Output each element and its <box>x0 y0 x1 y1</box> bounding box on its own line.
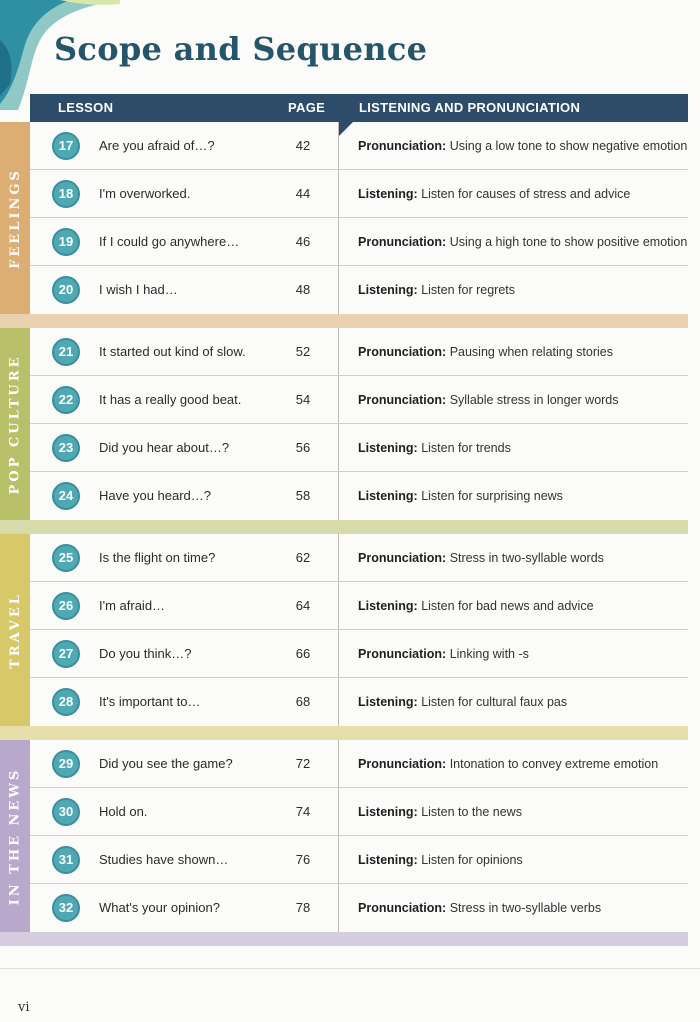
skill-text: Syllable stress in longer words <box>449 393 619 407</box>
column-header-lesson: LESSON <box>58 100 114 115</box>
lesson-title: What's your opinion? <box>99 900 220 915</box>
skill-label: Listening: <box>358 441 418 455</box>
lesson-page-number: 76 <box>295 852 311 867</box>
unit-name: POP CULTURE <box>7 354 23 494</box>
skill-cell <box>358 884 601 932</box>
skill-cell <box>358 678 567 726</box>
table-row <box>30 328 688 376</box>
skill-label: Pronunciation: <box>358 235 447 249</box>
table-row <box>30 788 688 836</box>
page-folio: vi <box>18 1000 30 1015</box>
table-row <box>30 266 688 314</box>
skill-text: Using a high tone to show positive emotion <box>449 235 688 249</box>
unit-separator <box>0 520 688 534</box>
unit-tab <box>0 534 30 726</box>
skill-label: Listening: <box>358 489 418 503</box>
skill-cell <box>358 630 529 678</box>
skill-text: Stress in two-syllable verbs <box>449 901 602 915</box>
lesson-number-badge: 22 <box>52 386 80 414</box>
lesson-page-number: 46 <box>295 234 311 249</box>
skill-text: Stress in two-syllable words <box>449 551 604 565</box>
lesson-title: It has a really good beat. <box>99 392 242 407</box>
skill-text: Using a low tone to show negative emotion <box>449 139 688 153</box>
skill-cell <box>358 218 687 266</box>
skill-text: Listen for trends <box>421 441 511 455</box>
bottom-rule <box>0 968 700 969</box>
skill-label: Listening: <box>358 283 418 297</box>
skill-text: Intonation to convey extreme emotion <box>449 757 659 771</box>
lesson-page-number: 74 <box>295 804 311 819</box>
lesson-page-number: 62 <box>295 550 311 565</box>
lesson-number-badge: 29 <box>52 750 80 778</box>
lesson-number-badge: 24 <box>52 482 80 510</box>
skill-cell <box>358 740 658 788</box>
lesson-page-number: 48 <box>295 282 311 297</box>
table-row <box>30 424 688 472</box>
lesson-title: I'm overworked. <box>99 186 191 201</box>
table-row <box>30 582 688 630</box>
lesson-number-badge: 18 <box>52 180 80 208</box>
lesson-number-badge: 32 <box>52 894 80 922</box>
skill-label: Listening: <box>358 599 418 613</box>
page-title: Scope and Sequence <box>54 30 428 68</box>
table-row <box>30 472 688 520</box>
lesson-title: Did you see the game? <box>99 756 233 771</box>
lesson-page-number: 72 <box>295 756 311 771</box>
skill-cell <box>358 836 523 884</box>
skill-cell <box>358 170 630 218</box>
table-row <box>30 836 688 884</box>
skill-text: Listen for causes of stress and advice <box>421 187 631 201</box>
table-header <box>30 94 688 122</box>
skill-label: Pronunciation: <box>358 901 447 915</box>
skill-label: Pronunciation: <box>358 551 447 565</box>
lesson-number-badge: 31 <box>52 846 80 874</box>
unit-name: IN THE NEWS <box>7 767 23 905</box>
lesson-page-number: 42 <box>295 138 311 153</box>
lesson-number-badge: 19 <box>52 228 80 256</box>
skill-label: Pronunciation: <box>358 345 447 359</box>
unit-tab <box>0 122 30 314</box>
table-row <box>30 376 688 424</box>
unit-separator <box>0 932 688 946</box>
unit-name: FEELINGS <box>7 167 23 269</box>
lesson-title: Are you afraid of…? <box>99 138 215 153</box>
skill-text: Listen for surprising news <box>421 489 563 503</box>
skill-label: Pronunciation: <box>358 393 447 407</box>
table-row <box>30 122 688 170</box>
lesson-number-badge: 27 <box>52 640 80 668</box>
lesson-title: I'm afraid… <box>99 598 166 613</box>
lesson-page-number: 78 <box>295 900 311 915</box>
skill-text: Listen for regrets <box>421 283 515 297</box>
table-row <box>30 740 688 788</box>
skill-label: Pronunciation: <box>358 139 447 153</box>
lesson-title: Do you think…? <box>99 646 192 661</box>
column-header-skills: LISTENING AND PRONUNCIATION <box>359 100 581 115</box>
skill-label: Listening: <box>358 853 418 867</box>
skill-cell <box>358 328 613 376</box>
lesson-number-badge: 17 <box>52 132 80 160</box>
lesson-page-number: 58 <box>295 488 311 503</box>
lesson-page-number: 54 <box>295 392 311 407</box>
skill-text: Linking with -s <box>449 647 529 661</box>
table-row <box>30 630 688 678</box>
unit-name: TRAVEL <box>7 591 23 669</box>
lesson-page-number: 44 <box>295 186 311 201</box>
unit-tab <box>0 740 30 932</box>
lesson-number-badge: 30 <box>52 798 80 826</box>
table-row <box>30 884 688 932</box>
skill-label: Listening: <box>358 187 418 201</box>
skill-text: Listen to the news <box>421 805 522 819</box>
skill-cell <box>358 534 604 582</box>
lesson-title: Hold on. <box>99 804 148 819</box>
skill-cell <box>358 424 511 472</box>
skill-cell <box>358 472 563 520</box>
lesson-title: Did you hear about…? <box>99 440 230 455</box>
skill-cell <box>358 266 515 314</box>
unit-tab <box>0 328 30 520</box>
unit-separator <box>0 314 688 328</box>
skill-text: Listen for opinions <box>421 853 523 867</box>
skill-cell <box>358 122 687 170</box>
skill-label: Pronunciation: <box>358 757 447 771</box>
lesson-page-number: 52 <box>295 344 311 359</box>
lesson-title: Studies have shown… <box>99 852 229 867</box>
lesson-number-badge: 28 <box>52 688 80 716</box>
lesson-title: Is the flight on time? <box>99 550 216 565</box>
table-row <box>30 218 688 266</box>
skill-cell <box>358 788 522 836</box>
skill-text: Listen for cultural faux pas <box>421 695 568 709</box>
lesson-number-badge: 23 <box>52 434 80 462</box>
lesson-number-badge: 25 <box>52 544 80 572</box>
skill-label: Listening: <box>358 805 418 819</box>
lesson-number-badge: 20 <box>52 276 80 304</box>
table-row <box>30 678 688 726</box>
lesson-page-number: 64 <box>295 598 311 613</box>
lesson-title: I wish I had… <box>99 282 178 297</box>
skill-text: Pausing when relating stories <box>449 345 613 359</box>
skill-cell <box>358 582 594 630</box>
lesson-page-number: 56 <box>295 440 311 455</box>
column-header-page: PAGE <box>288 100 326 115</box>
lesson-title: It's important to… <box>99 694 201 709</box>
unit-separator <box>0 726 688 740</box>
table-row <box>30 170 688 218</box>
lesson-title: Have you heard…? <box>99 488 212 503</box>
table-row <box>30 534 688 582</box>
lesson-number-badge: 26 <box>52 592 80 620</box>
skill-label: Listening: <box>358 695 418 709</box>
skill-text: Listen for bad news and advice <box>421 599 594 613</box>
skill-cell <box>358 376 619 424</box>
lesson-number-badge: 21 <box>52 338 80 366</box>
skill-label: Pronunciation: <box>358 647 447 661</box>
lesson-page-number: 66 <box>295 646 311 661</box>
lesson-title: It started out kind of slow. <box>99 344 246 359</box>
lesson-title: If I could go anywhere… <box>99 234 240 249</box>
lesson-page-number: 68 <box>295 694 311 709</box>
